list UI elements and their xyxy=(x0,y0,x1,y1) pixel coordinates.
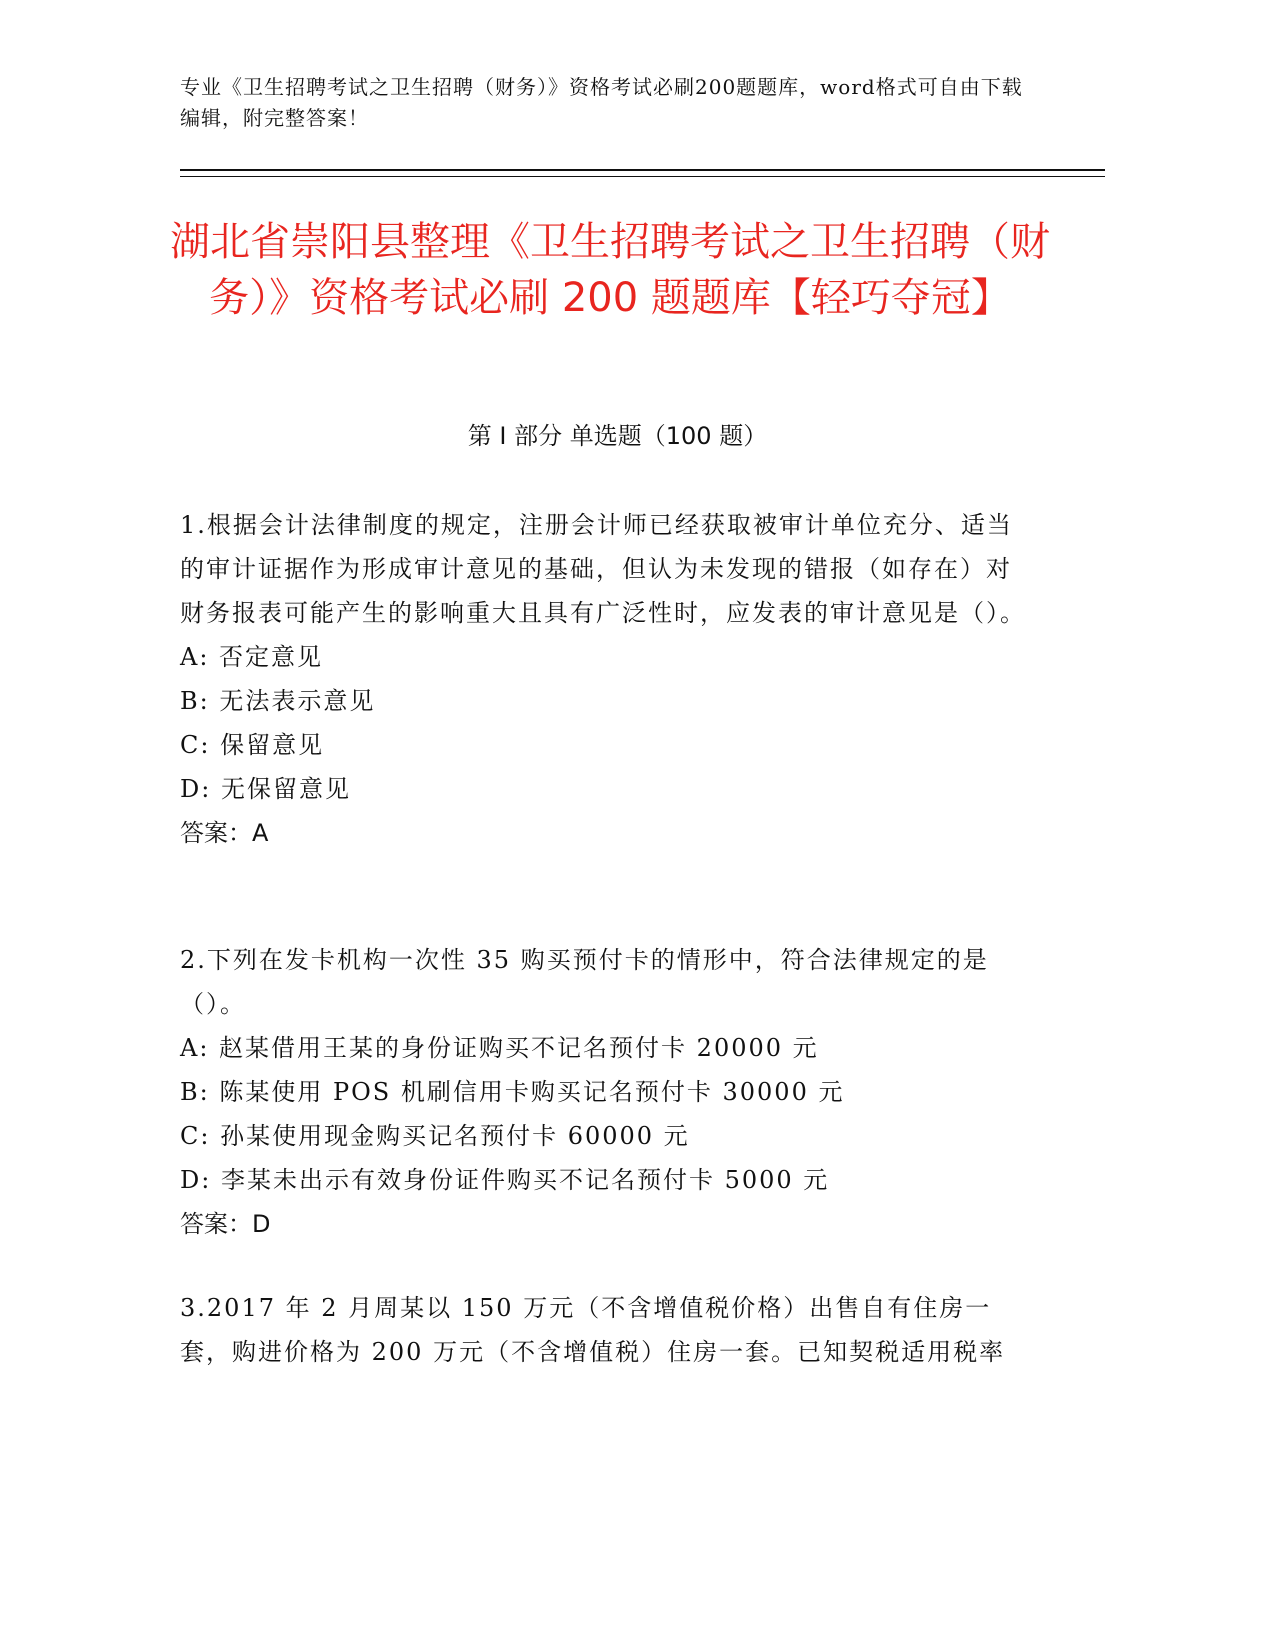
document-title: 湖北省崇阳县整理《卫生招聘考试之卫生招聘（财务）》资格考试必刷 200 题题库【轻巧夺冠】 xyxy=(170,219,1050,321)
question-stem: 2.下列在发卡机构一次性 35 购买预付卡的情形中，符合法律规定的是（）。 xyxy=(180,946,989,1018)
option-b: B: 无法表示意见 xyxy=(180,687,376,715)
option-d: D: 李某未出示有效身份证件购买不记名预付卡 5000 元 xyxy=(180,1166,830,1194)
header-divider-thick xyxy=(180,169,1105,171)
question-stem: 1.根据会计法律制度的规定，注册会计师已经获取被审计单位充分、适当的审计证据作为形成审计意见的基础，但认为未发现的错报（如存在）对财务报表可能产生的影响重大且具有广泛性时，应发表的审计意见是（）。 xyxy=(180,511,1026,627)
header-divider-thin xyxy=(180,176,1105,177)
header-note: 专业《卫生招聘考试之卫生招聘（财务）》资格考试必刷200题题库，word格式可自由下载编辑，附完整答案！ xyxy=(180,75,1023,130)
answer: 答案：D xyxy=(180,1210,271,1238)
question-1 xyxy=(180,503,1030,855)
question-stem: 3.2017 年 2 月周某以 150 万元（不含增值税价格）出售自有住房一套，购进价格为 200 万元（不含增值税）住房一套。已知契税适用税率 xyxy=(180,1294,1006,1366)
question-3 xyxy=(180,1286,1030,1374)
option-a: A: 赵某借用王某的身份证购买不记名预付卡 20000 元 xyxy=(180,1034,819,1062)
answer: 答案：A xyxy=(180,819,269,847)
option-c: C: 保留意见 xyxy=(180,731,325,759)
question-2 xyxy=(180,938,1030,1246)
option-b: B: 陈某使用 POS 机刷信用卡购买记名预付卡 30000 元 xyxy=(180,1078,845,1106)
section-title: 第 I 部分 单选题（100 题） xyxy=(467,422,768,450)
option-a: A: 否定意见 xyxy=(180,643,324,671)
option-d: D: 无保留意见 xyxy=(180,775,351,803)
option-c: C: 孙某使用现金购买记名预付卡 60000 元 xyxy=(180,1122,690,1150)
